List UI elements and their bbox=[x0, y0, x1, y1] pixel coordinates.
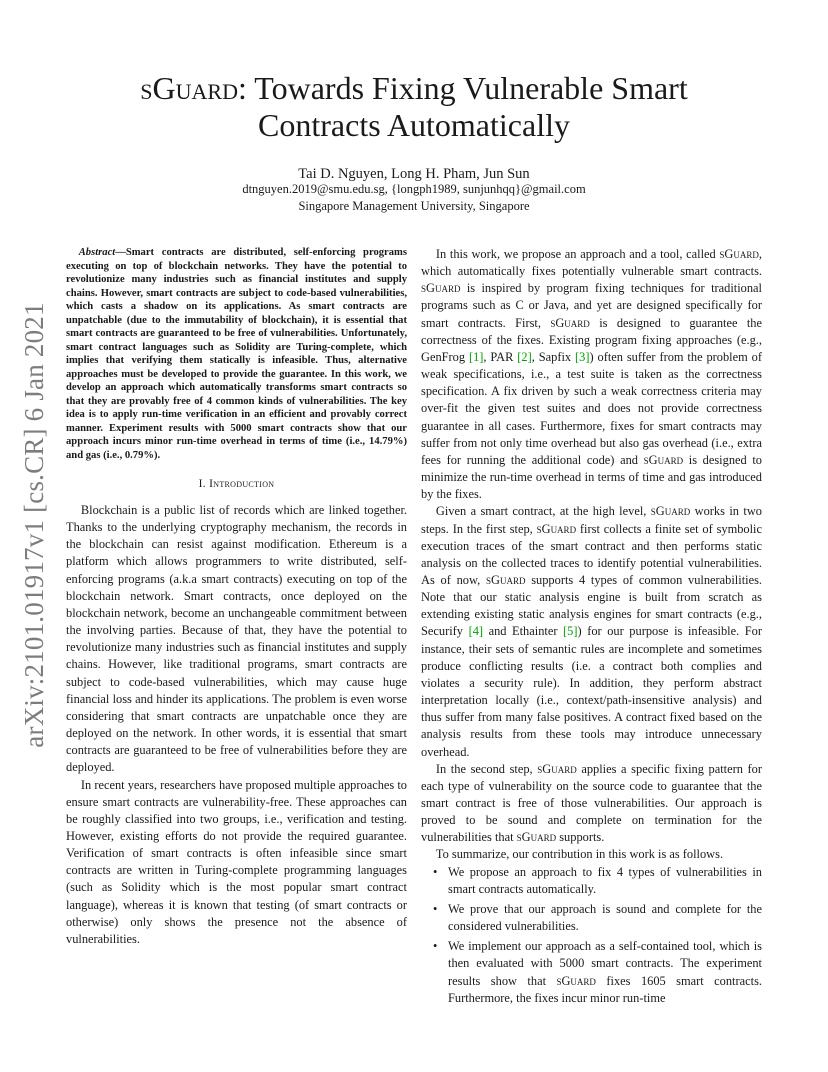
arxiv-identifier: arXiv:2101.01917v1 [cs.CR] 6 Jan 2021 bbox=[19, 302, 49, 748]
tool-name: sGuard bbox=[719, 247, 759, 261]
text-run: Given a smart contract, at the high level, bbox=[435, 504, 651, 519]
citation-link[interactable]: [4] bbox=[468, 624, 484, 639]
text-run: ) for our purpose is infeasible. For instance, their sets of semantic rules are incomplete and sometimes produce conflicting results (i.e. a contract both complies and violates a security rule). In addition, they perform abstract interpretation locally (i.e., context/path-insensitive analysis) and thus suffer from many false positives. A contract fixed based on the analysis results from these tools may introduce unnecessary overhead. bbox=[421, 624, 762, 759]
citation-link[interactable]: [2] bbox=[517, 349, 532, 364]
text-run: ) often suffer from the problem of weak specifications, i.e., a test suite is taken as the correctness specification. A fix driven by such a weak correctness criteria may over-fit the given test suites and does not provide correctness guarantee in all cases. Furthermore, fixes for smart contracts may suffer from not only time overhead but also gas overhead (i.e., extra fees for running the additional code) and bbox=[421, 349, 762, 467]
text-run: is inspired by program fixing techniques for traditional programs such as C or Java, and yet are designed specifically for smart contracts. First, bbox=[421, 281, 762, 330]
tool-name: sGuard bbox=[536, 521, 577, 536]
text-run: first collects a finite set of symbolic execution traces of the smart contract and then performs static analysis on the collected traces to identify potential vulnerabilities. As of now, bbox=[421, 521, 762, 587]
bullet-icon: • bbox=[433, 939, 438, 954]
tool-name: sGuard bbox=[421, 281, 461, 296]
tool-name: sGuard bbox=[643, 452, 684, 467]
abstract-text: —Smart contracts are distributed, self-enforcing programs executing on top of blockchain networks. They have the potential to revolutionize many industries such as financial institutes and supply chains. However, smart contracts are subject to code-based vulnerabilities, which casts a shadow on its applications. As smart contracts are unpatchable (due to the immutability of blockchain), it is essential that smart contracts are guaranteed to be free of vulnerabilities. Unfortunately, smart contract languages such as Solidity are Turing-complete, which implies that verifying them statically is infeasible. Thus, alternative approaches must be developed to provide the guarantee. In this work, we develop an approach which automatically transforms smart contracts so that they are provably free of 4 common kinds of vulnerabilities. The key idea is to apply run-time verification in an efficient and provably correct manner. Experiment results with 5000 smart contracts show that our approach incurs minor run-time overhead in terms of time (i.e., 14.79%) and gas (i.e., 0.79%). bbox=[66, 247, 407, 461]
tool-name: sGuard bbox=[516, 830, 557, 845]
text-run: is designed to minimize the run-time overhead in terms of time and gas introduced by the fixes. bbox=[421, 452, 763, 502]
author-list: Tai D. Nguyen, Long H. Pham, Jun Sun bbox=[298, 166, 530, 182]
intro-paragraph-1: Blockchain is a public list of records which are linked together. Thanks to the underlying cryptography mechanism, the records in the blockchain can resist against modification. Ethereum is a platform which allows programmers to write distributed, self-enforcing programs (a.k.a smart contracts) executing on top of the blockchain network. Smart contracts, once deployed on the blockchain network, become an unchangeable commitment between the involving parties. Because of that, they have the potential to revolutionize many industries such as financial institutes and supply chains. However, like traditional programs, smart contracts are subject to code-based vulnerabilities, which may cause huge financial loss and hinder its applications. The problem is even worse considering that smart contracts are unpatchable once they are deployed on the network. In other words, it is essential that smart contracts are guaranteed to be free of vulnerabilities before they are deployed. bbox=[66, 503, 407, 775]
author-emails: dtnguyen.2019@smu.edu.sg, {longph1989, sunjunhqq}@gmail.com bbox=[242, 182, 586, 196]
bullet-icon: • bbox=[433, 901, 438, 916]
list-item bbox=[431, 938, 762, 1007]
list-item-text: fixes 1605 smart contracts. Furthermore, the fixes incur minor run-time bbox=[448, 973, 762, 1005]
arxiv-sidebar bbox=[14, 295, 54, 755]
contribution-intro: To summarize, our contribution in this work is as follows. bbox=[435, 847, 724, 862]
citation-link[interactable]: [1] bbox=[468, 349, 484, 364]
author-affiliation: Singapore Management University, Singapore bbox=[298, 199, 530, 213]
text-run: In this work, we propose an approach and a tool, called bbox=[435, 247, 720, 261]
text-run: is designed to guarantee the correctness of the fixes. Existing program fixing approaches (e.g., GenFrog bbox=[421, 315, 762, 364]
text-run: , PAR bbox=[483, 349, 518, 364]
text-run: supports 4 types of common vulnerabilities. Note that our static analysis engine is built from scratch as extending existing static analysis engines for smart contracts (e.g., Securify bbox=[421, 572, 762, 639]
list-item-text: We prove that our approach is sound and complete for the considered vulnerabilities. bbox=[448, 901, 762, 934]
body-paragraph-1 bbox=[421, 246, 762, 503]
text-run: , Sapfix bbox=[531, 349, 576, 364]
paper-title bbox=[100, 70, 728, 144]
text-run: and Ethainter bbox=[483, 624, 564, 639]
citation-link[interactable]: [3] bbox=[575, 349, 590, 364]
left-column bbox=[66, 246, 407, 948]
bullet-icon: • bbox=[433, 864, 438, 879]
right-column bbox=[421, 246, 762, 1010]
body-paragraph-2 bbox=[421, 503, 762, 760]
list-item bbox=[431, 901, 762, 935]
title-line-2: Contracts Automatically bbox=[258, 107, 570, 143]
text-run: works in two steps. In the first step, bbox=[421, 504, 762, 536]
intro-paragraph-2: In recent years, researchers have proposed multiple approaches to ensure smart contracts are vulnerability-free. These approaches can be roughly classified into two groups, i.e., verification and testing. However, existing efforts do not provide the required guarantee. Verification of smart contracts is often infeasible since smart contracts are written in Turing-complete programming languages (such as Solidity which is the most popular smart contract language), whereas it is known that testing (of smart contracts or otherwise) only shows the presence not the absence of vulnerabilities. bbox=[66, 777, 407, 946]
text-run: , which automatically fixes potentially vulnerable smart contracts. bbox=[421, 247, 762, 279]
title-line-1: : Towards Fixing Vulnerable Smart bbox=[237, 70, 688, 106]
list-item-text: We implement our approach as a self-contained tool, which is then evaluated with 5000 smart contracts. The experiment results show that bbox=[448, 939, 762, 988]
text-run: supports. bbox=[556, 830, 605, 845]
tool-name: sGuard bbox=[140, 70, 238, 106]
abstract-label: Abstract bbox=[78, 247, 116, 258]
list-item bbox=[431, 864, 762, 898]
tool-name: sGuard bbox=[537, 761, 577, 776]
body-paragraph-3 bbox=[421, 761, 762, 847]
tool-name: sGuard bbox=[556, 973, 596, 988]
abstract bbox=[66, 246, 407, 462]
contribution-list bbox=[421, 864, 762, 1007]
text-run: applies a specific fixing pattern for each type of vulnerability on the source code to guarantee that the smart contract is free of those vulnerabilities. Our approach is proved to be sound and complete on termination for the vulnerabilities that bbox=[421, 761, 762, 845]
section-title: Introduction bbox=[209, 478, 275, 490]
tool-name: sGuard bbox=[486, 572, 526, 587]
section-number: I. bbox=[198, 478, 206, 490]
section-heading bbox=[66, 478, 407, 490]
list-item-text: We propose an approach to fix 4 types of vulnerabilities in smart contracts automatically. bbox=[448, 864, 762, 896]
tool-name: sGuard bbox=[650, 504, 691, 519]
citation-link[interactable]: [5] bbox=[563, 624, 578, 639]
tool-name: sGuard bbox=[550, 315, 590, 330]
text-run: In the second step, bbox=[435, 761, 538, 776]
